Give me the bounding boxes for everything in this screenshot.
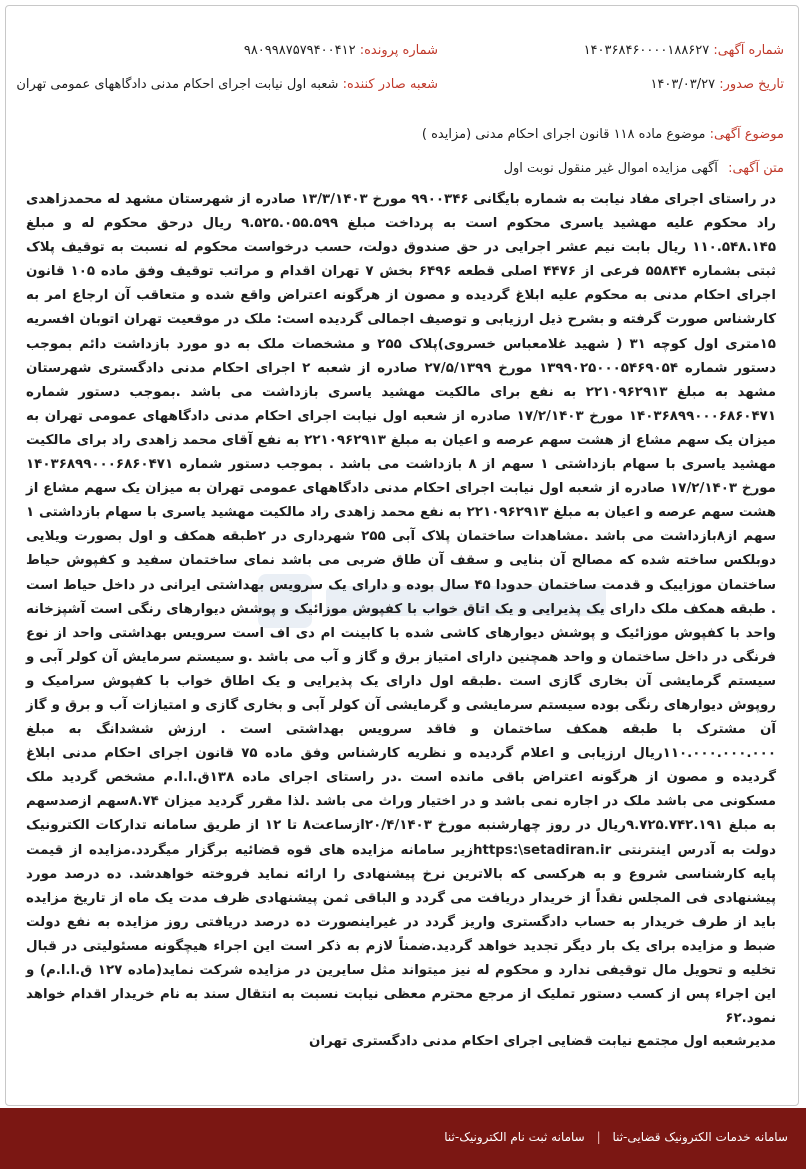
issue-date [650, 76, 784, 94]
signature: مدیرشعبه اول مجتمع نیابت قضایی اجرای احکام مدنی دادگستری تهران [309, 1034, 776, 1049]
case-number [244, 42, 438, 60]
text-label: متن آگهی: [728, 161, 784, 176]
case-number-value: ۹۸۰۹۹۸۷۵۷۹۴۰۰۴۱۲ [243, 43, 356, 58]
notice-paragraph: در راستای اجرای مفاد نیابت به شماره بایگانی ۹۹۰۰۳۴۶ مورخ ۱۳/۳/۱۴۰۳ صادره از شهرستان مشهد له محمدزاهدی راد محکوم علیه مهشید یاسری محکوم است به پرداخت مبلغ ۹.۵۲۵.۰۵۵.۵۹۹ ریال درحق محکوم له و مبلغ ۱۱۰.۵۴۸.۱۴۵ ریال بابت نیم عشر اجرایی در حق صندوق دولت، حسب درخواست محکوم له نسبت به توقیف پلاک ثبتی بشماره ۵۵۸۴۴ فرعی از ۴۴۷۶ اصلی قطعه ۶۴۹۶ بخش ۷ تهران اقدام و مراتب توقیف وفق ماده ۱۰۵ قانون اجرای احکام مدنی به محکوم علیه ابلاغ گردیده و مصون از هرگونه اعتراض واقع شده و متعاقب آن ارجاع امر به کارشناس صورت گرفته و بشرح ذیل ارزیابی و توصیف اجمالی گردیده است: ملک در موقعیت تهران اتوبان افسریه ۱۵متری اول کوچه ۳۱ ( شهید غلامعباس خسروی)پلاک ۲۵۵ و مشخصات ملک به دو مورد بازداشت دائم بموجب دستور شماره ۱۳۹۹۰۲۵۰۰۰۵۴۶۹۰۵۴ مورخ ۲۷/۵/۱۳۹۹ صادره از شعبه ۲ اجرای احکام مدنی دادگستری شهرستان مشهد به مبلغ ۲۲۱۰۹۶۲۹۱۳ به نفع برای مالکیت مهشید یاسری بازداشت می باشد .بموجب دستور شماره ۱۴۰۳۶۸۹۹۰۰۰۶۸۶۰۴۷۱ مورخ ۱۷/۲/۱۴۰۳ صادره از شعبه اول نیابت اجرای احکام مدنی دادگاههای عمومی تهران به میزان یک سهم مشاع از هشت سهم عرصه و اعیان به مبلغ ۲۲۱۰۹۶۲۹۱۳ به نفع آقای محمد زاهدی راد برای مالکیت مهشید یاسری با سهام بازداشتی ۱ سهم از ۸ بازداشت می باشد . بموجب دستور شماره ۱۴۰۳۶۸۹۹۰۰۰۶۸۶۰۴۷۱ مورخ ۱۷/۲/۱۴۰۳ صادره از شعبه اول نیابت اجرای احکام مدنی دادگاههای عمومی تهران به میزان یک سهم مشاع از هشت سهم عرصه و اعیان به مبلغ ۲۲۱۰۹۶۲۹۱۳ به نفع محمد زاهدی راد مالکیت مهشید یاسری با سهام بازداشتی ۱ سهم از۸بازداشت می باشد .مشاهدات ساختمان پلاک آبی ۲۵۵ شهرداری در ۲طبقه همکف و اول بصورت ویلایی دوبلکس ساخته شده که مصالح آن بنایی و سقف آن طاق ضربی می باشد نمای ساختمان سفید و کفپوش حیاط ساختمان موزاییک و قدمت ساختمان حدودا ۴۵ سال بوده و دارای یک سرویس بهداشتی ایرانی در داخل حیاط است . طبقه همکف ملک دارای یک پذیرایی و یک اتاق خواب با کفپوش موزائیک و پوشش دیوارهای رنگی است آشپزخانه واحد با کفپوش موزائیک و پوشش دیوارهای کاشی شده با کابینت ام دی اف است سرویس بهداشتی واحد از نوع فرنگی در داخل ساختمان و واحد همچنین دارای امتیاز برق و گاز و آب می باشد .و سیستم سرمایش آن کولر آبی و سیستم گرمایشی آن بخاری گازی است .طبقه اول دارای یک پذیرایی و یک اطاق خواب با کفپوش سرامیک و روپوش دیوارهای رنگی بوده سیستم سرمایشی و گرمایشی آن کولر آبی و بخاری گازی و امتیازات آب و برق و گاز آن مشترک با طبقه همکف ساختمان و فاقد سرویس بهداشتی است . ارزش ششدانگ به مبلغ ۱۱۰.۰۰۰.۰۰۰.۰۰۰ریال ارزیابی و اعلام گردیده و نظریه کارشناس وفق ماده ۷۵ قانون اجرای احکام مدنی ابلاغ گردیده و مصون از هرگونه اعتراض باقی مانده است .در راستای اجرای ماده ۱۳۸ق.ا.ا.م مشخص گردید ملک مسکونی می باشد ملک در اجاره نمی باشد و در اختیار وراث می باشد .لذا مقرر گردید میزان ۸.۷۴سهم ازصدسهم به مبلغ ۹.۷۲۵.۷۴۲.۱۹۱ریال در روز چهارشنبه مورخ ۲۰/۴/۱۴۰۳ازساعت۸ تا ۱۲ از طریق سامانه تدارکات الکترونیک دولت به آدرس اینترنتی https:\setadiran.irزیر سامانه مزایده های قوه قضائیه برگزار میگردد.مزایده از قیمت پایه کارشناسی شروع و به هرکسی که بالاترین نرخ پیشنهادی را ارائه نماید فروخته خواهدشد. ده درصد مورد پیشنهادی فی المجلس نقداً از خریدار دریافت می گردد و الباقی ثمن پیشنهادی ظرف مدت یک ماه از تاریخ مزایده باید از طرف خریدار به حساب دادگستری واریز گردد در غیراینصورت ده درصد دریافتی روز مزایده به نفع دولت ضبط و مزایده برای یک بار دیگر تجدید خواهد گردید.ضمناً لازم به ذکر است این اجراء هیچگونه مسئولیتی در قبال تخلیه و تحویل مال توقیفی ندارد و محکوم له نیز میتواند مثل سایرین در مزایده شرکت نماید(ماده ۱۲۷ ق.ا.ا.م) و این اجراء پس از کسب دستور تملیک از مرجع محترم معظی نیابت نسبت به انتقال سند به نام خریدار اقدام خواهد نمود.۶۲ [26, 192, 777, 1027]
footer-link-sana-services[interactable]: سامانه خدمات الکترونیک قضایی-ثنا [612, 1130, 788, 1144]
ad-number-label: شماره آگهی: [713, 43, 784, 58]
issue-date-label: تاریخ صدور: [719, 77, 784, 92]
subject-value: موضوع ماده ۱۱۸ قانون اجرای احکام مدنی (مزایده ) [421, 127, 706, 142]
footer-links [440, 1130, 792, 1144]
ad-number-value: ۱۴۰۳۶۸۴۶۰۰۰۰۱۸۸۶۲۷ [583, 43, 710, 58]
subject [422, 126, 784, 144]
footer-link-sana-registration[interactable]: سامانه ثبت نام الکترونیک-ثنا [444, 1130, 585, 1144]
notice-body [26, 188, 776, 1031]
notice-text-heading [504, 160, 784, 178]
text-title: آگهی مزایده اموال غیر منقول نوبت اول [503, 161, 718, 176]
ad-number [584, 42, 784, 60]
issuing-branch [16, 76, 438, 94]
subject-label: موضوع آگهی: [709, 127, 784, 142]
branch-label: شعبه صادر کننده: [342, 77, 438, 92]
footer-bar [0, 1108, 806, 1169]
case-number-label: شماره پرونده: [359, 43, 438, 58]
issue-date-value: ۱۴۰۳/۰۳/۲۷ [650, 77, 716, 92]
branch-value: شعبه اول نیابت اجرای احکام مدنی دادگاههای عمومی تهران [16, 77, 339, 92]
notice-card [5, 5, 799, 1106]
footer-separator: | [596, 1130, 601, 1144]
